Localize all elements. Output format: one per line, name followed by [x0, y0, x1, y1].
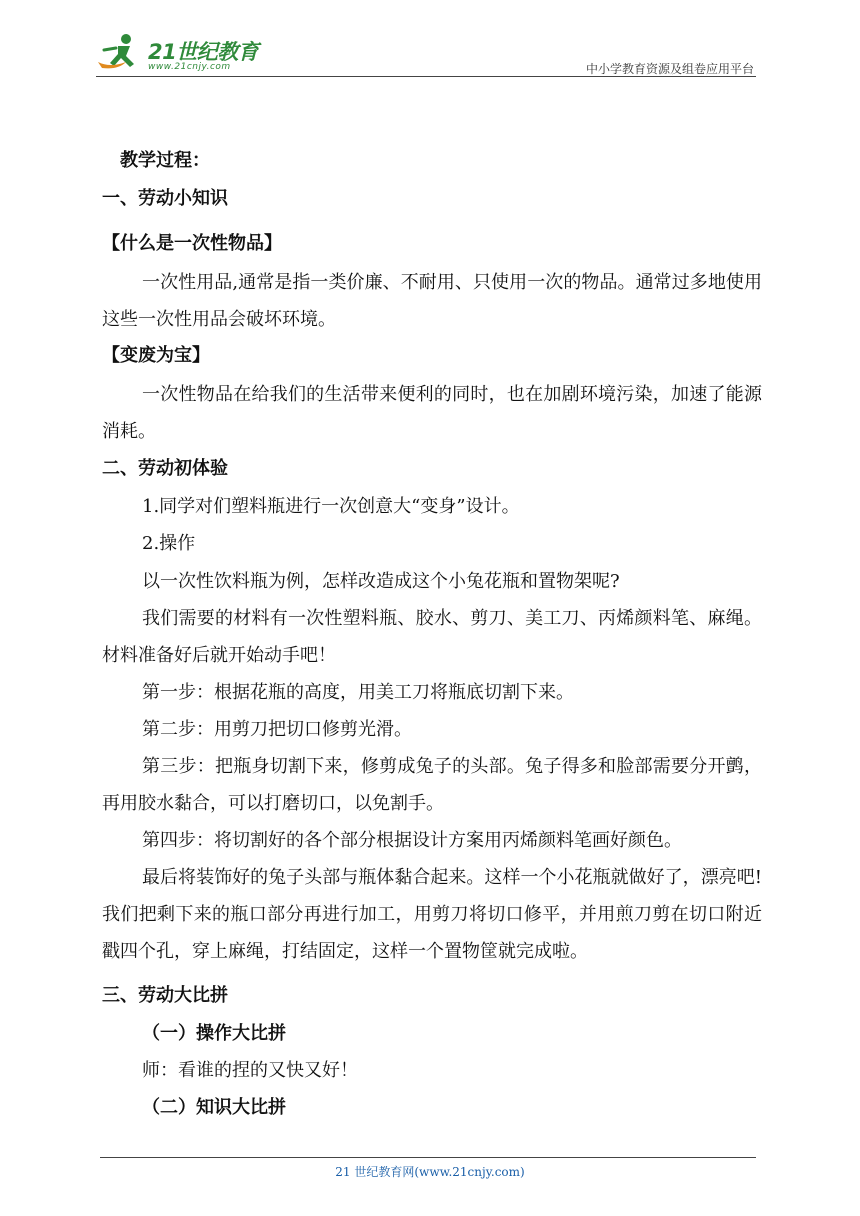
logo-url: www.21cnjy.com — [148, 62, 231, 72]
teacher-line: 师：看谁的捏的又快又好！ — [142, 1060, 358, 1081]
teaching-process-title: 教学过程： — [120, 150, 210, 171]
footer-link[interactable]: 21 世纪教育网(www.21cnjy.com) — [335, 1165, 525, 1179]
site-logo[interactable] — [96, 30, 266, 76]
header-divider — [96, 76, 756, 77]
step-1: 第一步：根据花瓶的高度，用美工刀将瓶底切割下来。 — [142, 682, 574, 703]
step-2: 第二步：用剪刀把切口修剪光滑。 — [142, 719, 412, 740]
runner-logo-icon — [96, 32, 146, 72]
section-1-title: 一、劳动小知识 — [102, 188, 228, 209]
final-paragraph: 最后将装饰好的兔子头部与瓶体黏合起来。这样一个小花瓶就做好了，漂亮吧!我们把剩下来的瓶口部分再进行加工，用剪刀将切口修平，并用煎刀剪在切口附近戳四个孔，穿上麻绳，打结固定，这样一个置物筐就完成啦。 — [102, 867, 762, 962]
section-2-title: 二、劳动初体验 — [102, 458, 228, 479]
logo-text: 21世纪教育 — [148, 40, 259, 64]
list-item-2: 2.操作 — [142, 533, 196, 554]
subsection-disposable-title: 【什么是一次性物品】 — [102, 233, 282, 254]
subsection-knowledge-title: （二）知识大比拼 — [142, 1097, 286, 1118]
subsection-recycle-title: 【变废为宝】 — [102, 345, 210, 366]
section-3-title: 三、劳动大比拼 — [102, 985, 228, 1006]
footer-divider — [100, 1157, 756, 1158]
materials-paragraph: 我们需要的材料有一次性塑料瓶、胶水、剪刀、美工刀、丙烯颜料笔、麻绳。材料准备好后就开始动手吧！ — [102, 608, 762, 666]
page-header — [96, 30, 760, 78]
subsection-operation-title: （一）操作大比拼 — [142, 1023, 286, 1044]
disposable-paragraph: 一次性用品,通常是指一类价廉、不耐用、只使用一次的物品。通常过多地使用这些一次性用品会破坏环境。 — [102, 272, 762, 330]
recycle-paragraph: 一次性物品在给我们的生活带来便利的同时，也在加剧环境污染，加速了能源消耗。 — [102, 384, 762, 442]
step-4: 第四步：将切割好的各个部分根据设计方案用丙烯颜料笔画好颜色。 — [142, 830, 682, 851]
step-3: 第三步：把瓶身切割下来，修剪成兔子的头部。兔子得多和脸部需要分开鹯，再用胶水黏合，可以打磨切口，以免割手。 — [102, 756, 762, 814]
header-platform-text: 中小学教育资源及组卷应用平台 — [585, 62, 754, 76]
list-item-1: 1.同学对们塑料瓶进行一次创意大“变身”设计。 — [142, 496, 520, 517]
example-paragraph: 以一次性饮料瓶为例，怎样改造成这个小兔花瓶和置物架呢? — [142, 571, 620, 592]
